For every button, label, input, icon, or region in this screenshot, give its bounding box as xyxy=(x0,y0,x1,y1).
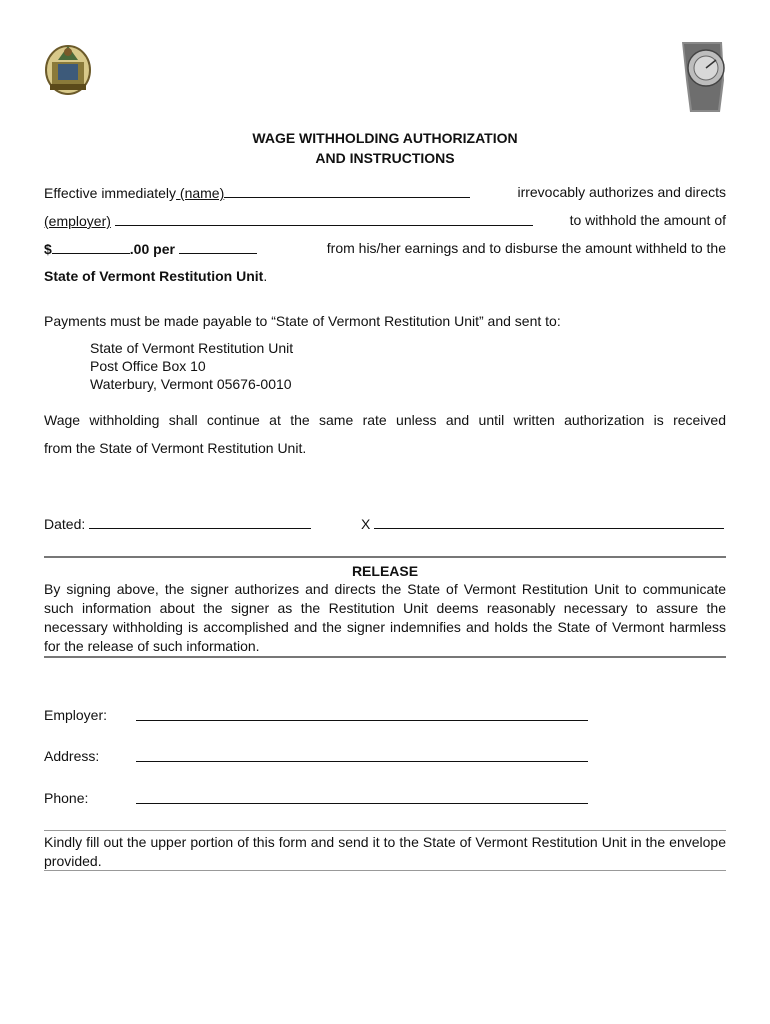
effective-line xyxy=(44,183,470,202)
name-label: (name) xyxy=(176,185,225,201)
form-title: WAGE WITHHOLDING AUTHORIZATION xyxy=(252,130,518,146)
date-field[interactable] xyxy=(89,514,311,529)
phone-section-label: Phone: xyxy=(44,790,89,806)
period-field[interactable] xyxy=(179,239,257,254)
address-line: Waterbury, Vermont 05676-0010 xyxy=(90,376,292,392)
form-subtitle: AND INSTRUCTIONS xyxy=(315,150,455,166)
amount-line xyxy=(44,239,257,258)
signature-field[interactable] xyxy=(374,514,724,529)
dated-label: Dated: xyxy=(44,516,86,532)
dollar-sign: $ xyxy=(44,241,52,257)
release-bottom-divider xyxy=(44,656,726,658)
footer-top-divider xyxy=(44,830,726,831)
signature-x-label: X xyxy=(361,516,371,532)
employer-name-field[interactable] xyxy=(115,211,533,226)
amount-field[interactable] xyxy=(52,239,130,254)
vermont-seal-logo xyxy=(44,40,92,96)
name-field[interactable] xyxy=(224,183,470,198)
employer-label: (employer) xyxy=(44,213,111,229)
unit-period: . xyxy=(263,268,268,284)
restitution-unit-name: State of Vermont Restitution Unit xyxy=(44,268,264,284)
employer-line xyxy=(44,211,533,230)
employer-section-label: Employer: xyxy=(44,707,108,723)
footer-note: Kindly fill out the upper portion of this form and send it to the State of Vermont Restitution Unit in the envelope provided. xyxy=(44,834,726,869)
withhold-text: to withhold the amount of xyxy=(569,212,726,228)
earnings-text: from his/her earnings and to disburse the amount withheld to the xyxy=(326,240,726,256)
unit-line xyxy=(44,267,267,285)
release-heading: RELEASE xyxy=(351,563,419,579)
continuation-line-2: from the State of Vermont Restitution Unit. xyxy=(44,440,307,456)
vermont-map-stamp-logo xyxy=(674,40,728,114)
release-body: By signing above, the signer authorizes and directs the State of Vermont Restitution Unit to communicate such information about the signer as the Restitution Unit deems reasonably necessary to assure the necessary withholding is accomplished and the signer indemnifies and holds the State of Vermont harmless for the release of such information. xyxy=(44,581,726,654)
address-line: Post Office Box 10 xyxy=(90,358,206,374)
effective-prefix: Effective immediately xyxy=(44,185,177,201)
continuation-line-1: Wage withholding shall continue at the same rate unless and until written authorization is received xyxy=(44,412,726,428)
address-field[interactable] xyxy=(136,747,588,762)
footer-bottom-divider xyxy=(44,870,726,871)
release-top-divider xyxy=(44,556,726,558)
cents-per-text: .00 per xyxy=(129,241,175,257)
phone-field[interactable] xyxy=(136,789,588,804)
dated-row xyxy=(44,514,311,533)
irrevocably-text: irrevocably authorizes and directs xyxy=(517,184,726,200)
payment-instructions: Payments must be made payable to “State of Vermont Restitution Unit” and sent to: xyxy=(44,313,561,329)
address-section-label: Address: xyxy=(44,748,100,764)
employer-field[interactable] xyxy=(136,706,588,721)
signature-row xyxy=(361,514,724,533)
address-line: State of Vermont Restitution Unit xyxy=(90,340,294,356)
